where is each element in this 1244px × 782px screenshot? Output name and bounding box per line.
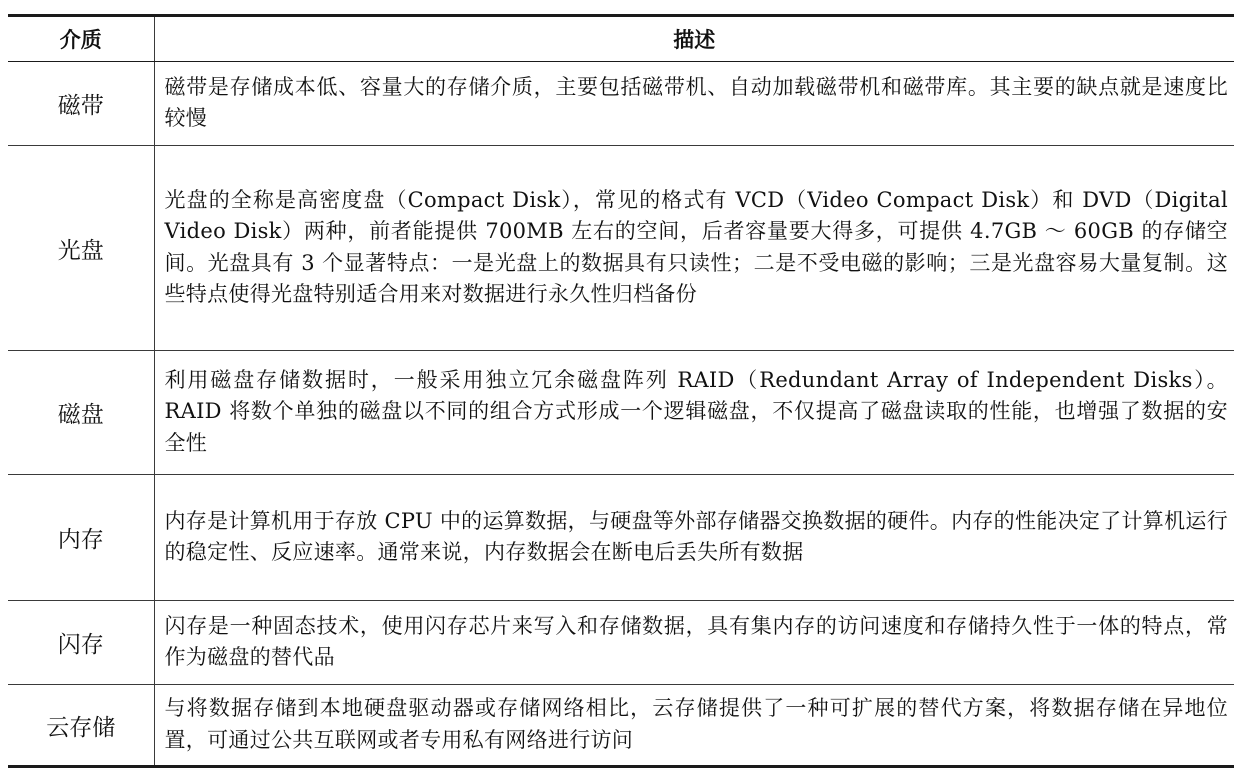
table-body xyxy=(8,62,1234,767)
description-cell: 磁带是存储成本低、容量大的存储介质，主要包括磁带机、自动加载磁带机和磁带库。其主要的缺点就是速度比较慢 xyxy=(154,62,1234,146)
medium-cell: 云存储 xyxy=(8,685,154,767)
table-row xyxy=(8,146,1234,351)
description-cell: 与将数据存储到本地硬盘驱动器或存储网络相比，云存储提供了一种可扩展的替代方案，将数据存储在异地位置，可通过公共互联网或者专用私有网络进行访问 xyxy=(154,685,1234,767)
table-row xyxy=(8,475,1234,601)
document-page xyxy=(8,14,1234,768)
table-row xyxy=(8,685,1234,767)
table-row xyxy=(8,62,1234,146)
table-header xyxy=(8,16,1234,62)
description-cell: 内存是计算机用于存放 CPU 中的运算数据，与硬盘等外部存储器交换数据的硬件。内存的性能决定了计算机运行的稳定性、反应速率。通常来说，内存数据会在断电后丢失所有数据 xyxy=(154,475,1234,601)
table-row xyxy=(8,351,1234,475)
medium-cell: 内存 xyxy=(8,475,154,601)
header-row xyxy=(8,16,1234,62)
medium-cell: 光盘 xyxy=(8,146,154,351)
table-row xyxy=(8,601,1234,685)
header-medium: 介质 xyxy=(8,16,154,62)
medium-cell: 磁盘 xyxy=(8,351,154,475)
description-cell: 利用磁盘存储数据时，一般采用独立冗余磁盘阵列 RAID（Redundant Array of Independent Disks）。RAID 将数个单独的磁盘以不同的组合方式形成一个逻辑磁盘，不仅提高了磁盘读取的性能，也增强了数据的安全性 xyxy=(154,351,1234,475)
medium-cell: 闪存 xyxy=(8,601,154,685)
description-cell: 闪存是一种固态技术，使用闪存芯片来写入和存储数据，具有集内存的访问速度和存储持久性于一体的特点，常作为磁盘的替代品 xyxy=(154,601,1234,685)
storage-media-table xyxy=(8,14,1234,768)
medium-cell: 磁带 xyxy=(8,62,154,146)
header-description: 描述 xyxy=(154,16,1234,62)
description-cell: 光盘的全称是高密度盘（Compact Disk），常见的格式有 VCD（Video Compact Disk）和 DVD（Digital Video Disk）两种，前者能提供 700MB 左右的空间，后者容量要大得多，可提供 4.7GB ～ 60GB 的存储空间。光盘具有 3 个显著特点：一是光盘上的数据具有只读性；二是不受电磁的影响；三是光盘容易大量复制。这些特点使得光盘特别适合用来对数据进行永久性归档备份 xyxy=(154,146,1234,351)
